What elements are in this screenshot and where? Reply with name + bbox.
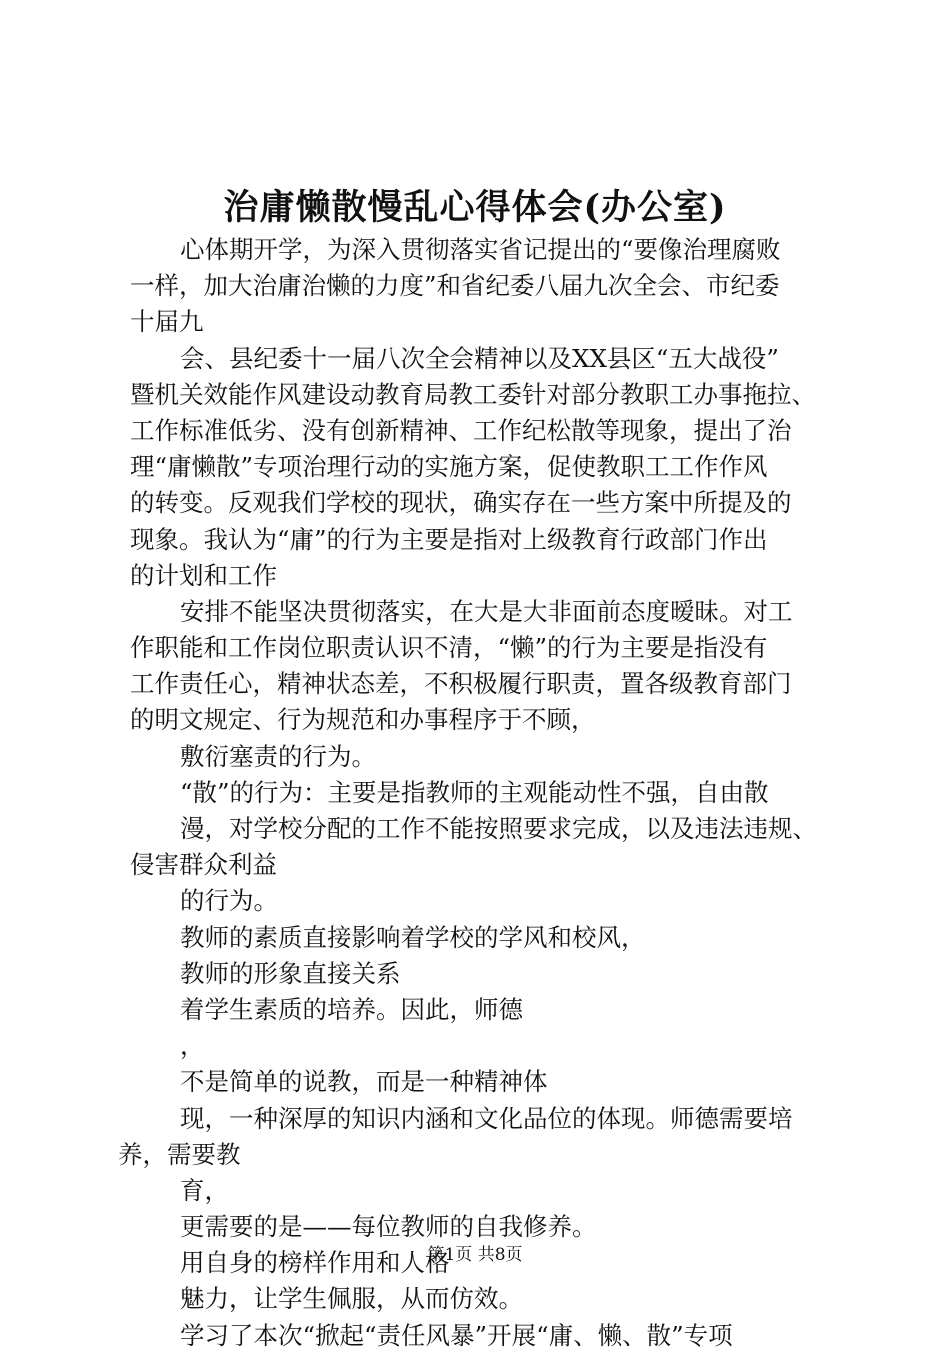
text-line: 作职能和工作岗位职责认识不清，“懒”的行为主要是指没有 <box>130 633 768 663</box>
text-line: 理“庸懒散”专项治理行动的实施方案，促使教职工工作作风 <box>130 452 768 482</box>
text-line: 现，一种深厚的知识内涵和文化品位的体现。师德需要培 <box>180 1103 793 1133</box>
document-title: 治庸懒散慢乱心得体会(办公室) <box>223 187 727 228</box>
text-line: 安排不能坚决贯彻落实，在大是大非面前态度暧昧。对工 <box>180 596 793 626</box>
text-line: 更需要的是——每位教师的自我修养。 <box>180 1212 597 1242</box>
document-body <box>118 232 830 1354</box>
text-line: “散”的行为：主要是指教师的主观能动性不强，自由散 <box>180 777 769 807</box>
text-line: 一样，加大治庸治懒的力度”和省纪委八届九次全会、市纪委 <box>130 271 780 301</box>
text-line: 着学生素质的培养。因此，师德 <box>180 994 523 1024</box>
text-line: 的计划和工作 <box>130 560 277 590</box>
text-line: 的明文规定、行为规范和办事程序于不顾， <box>130 705 596 735</box>
text-line: 十届九 <box>130 307 204 337</box>
text-line: 的行为。 <box>180 886 278 916</box>
text-line: 工作责任心，精神状态差，不积极履行职责，置各级教育部门 <box>130 669 792 699</box>
text-line: 不是简单的说教，而是一种精神体 <box>180 1067 548 1097</box>
text-line: 学习了本次“掀起“责任风暴”开展“庸、懒、散”专项 <box>180 1320 733 1350</box>
text-line: 现象。我认为“庸”的行为主要是指对上级教育行政部门作出 <box>130 524 768 554</box>
text-line: 侵害群众利益 <box>130 850 277 880</box>
text-line: 育， <box>180 1175 229 1205</box>
text-line: 会、县纪委十一届八次全会精神以及XX县区“五大战役” <box>180 343 779 373</box>
text-line: 教师的素质直接影响着学校的学风和校风， <box>180 922 646 952</box>
text-line: 用自身的榜样作用和人格 <box>180 1248 450 1278</box>
page-number-footer: 第1页 共8页 <box>427 1245 523 1265</box>
text-line: 教师的形象直接关系 <box>180 958 401 988</box>
text-line: 敷衍塞责的行为。 <box>180 741 376 771</box>
text-line: 魅力，让学生佩服，从而仿效。 <box>180 1284 523 1314</box>
text-line: 养，需要教 <box>118 1139 241 1169</box>
text-line: 工作标准低劣、没有创新精神、工作纪松散等现象，提出了治 <box>130 415 792 445</box>
text-line: ， <box>180 1031 205 1061</box>
text-line: 漫，对学校分配的工作不能按照要求完成，以及违法违规、 <box>180 814 817 843</box>
text-line: 的转变。反观我们学校的现状，确实存在一些方案中所提及的 <box>130 488 792 518</box>
text-line: 暨机关效能作风建设动教育局教工委针对部分教职工办事拖拉、 <box>130 379 816 409</box>
text-line: 心体期开学，为深入贯彻落实省记提出的“要像治理腐败 <box>180 235 781 264</box>
